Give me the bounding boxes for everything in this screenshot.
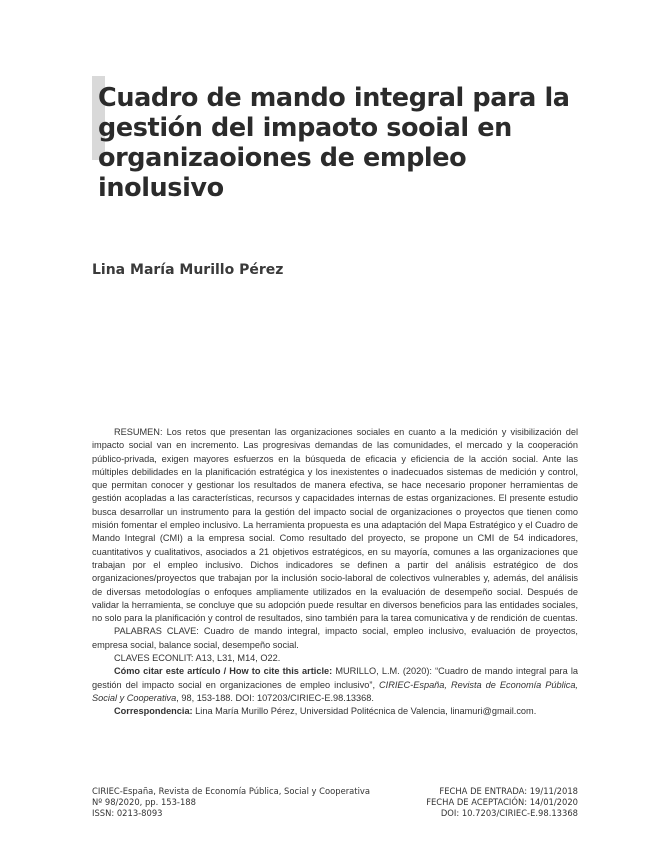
author-name: Lina María Murillo Pérez (92, 262, 284, 278)
footer-issn: ISSN: 0213-8093 (92, 808, 163, 819)
title-line: gestión del impaoto sooial en (98, 113, 512, 143)
footer-entry-date: FECHA DE ENTRADA: 19/11/2018 (439, 786, 578, 796)
title-line: inolusivo (98, 173, 224, 203)
keywords-paragraph (92, 625, 578, 652)
article-abstract-block (92, 426, 578, 719)
footer-dates-info (426, 786, 578, 820)
footer-journal-name: CIRIEC-España, Revista de Economía Pública, Social y Cooperativa (92, 786, 371, 796)
abstract-label: RESUMEN: (114, 427, 163, 437)
citation-text-a: MURILLO, L.M. (2020): “Cuadro de mando integral para la gestión del impacto social en organizaciones de empleo inclusivo”, (92, 666, 578, 690)
footer-issue: Nº 98/2020, pp. 153-188 (92, 797, 196, 808)
correspondence-text: Lina María Murillo Pérez, Universidad Politécnica de Valencia, linamuri@gmail.com. (192, 706, 537, 717)
citation-journal: CIRIEC-España, Revista de Economía Pública, Social y Cooperativa (92, 679, 578, 703)
econlit-label: CLAVES ECONLIT: (114, 653, 194, 664)
abstract-text: Los retos que presentan las organizaciones sociales en cuanto a la medición y visibilización del impacto social van en incremento. Las progresivas demandas de las comunidades, el mercado y la cooperación público-privada, exigen mayores esfuerzos en la búsqueda de eficacia y eficiencia de la acción social. Ante las múltiples debilidades en la planificación estratégica y los inexistentes o inadecuados sistemas de medición y control, que permitan conocer y gestionar los resultados de manera efectiva, se hace necesario proponer herramientas de gestión acopladas a las características, recursos y capacidades internas de estas organizaciones. El presente estudio busca desarrollar un instrumento para la gestión del impacto social de organizaciones o proyectos que tienen como misión fomentar el empleo inclusivo. La herramienta propuesta es una adaptación del Mapa Estratégico y el Cuadro de Mando Integral (CMI) a la empresa social. Como resultado del proyecto, se propone un CMI de 54 indicadores, cuantitativos y cualitativos, asociados a 21 objetivos estratégicos, en su mayoría, comunes a las organizaciones que trabajan por el empleo inclusivo. Dichos indicadores se definen a partir del análisis estratégico de dos organizaciones/proyectos que trabajan por la inclusión socio-laboral de colectivos vulnerables y, además, del análisis de diversas metodologías o enfoques ampliamente utilizados en la evaluación de desempeño social. Después de validar la herramienta, se concluye que su adopción puede resultar en diversos beneficios para las entidades sociales, no solo para la planificación y control de resultados, sino también para la tarea comunicativa y de rendición de cuentas. (92, 427, 578, 624)
title-line: Cuadro de mando integral para la (98, 83, 570, 113)
keywords-text: Cuadro de mando integral, impacto social, empleo inclusivo, evaluación de proyectos, empresa social, balance social, desempeño social. (92, 626, 578, 650)
keywords-label: PALABRAS CLAVE: (114, 626, 199, 637)
correspondence-paragraph (92, 705, 578, 718)
citation-paragraph (92, 665, 578, 705)
footer-acceptance-date: FECHA DE ACEPTACIÓN: 14/01/2020 (426, 797, 578, 808)
article-title (98, 83, 578, 203)
econlit-paragraph (92, 652, 578, 665)
citation-label: Cómo citar este artículo / How to cite this article: (114, 666, 333, 677)
footer-doi: DOI: 10.7203/CIRIEC-E.98.13368 (440, 808, 578, 819)
abstract-paragraph (92, 426, 578, 625)
footer-journal-info (92, 786, 370, 820)
citation-text-b: , 98, 153-188. DOI: 107203/CIRIEC-E.98.13368. (176, 692, 374, 703)
title-line: organizaoiones de empleo (98, 143, 467, 173)
econlit-text: A13, L31, M14, O22. (193, 653, 281, 664)
correspondence-label: Correspondencia: (114, 706, 193, 717)
